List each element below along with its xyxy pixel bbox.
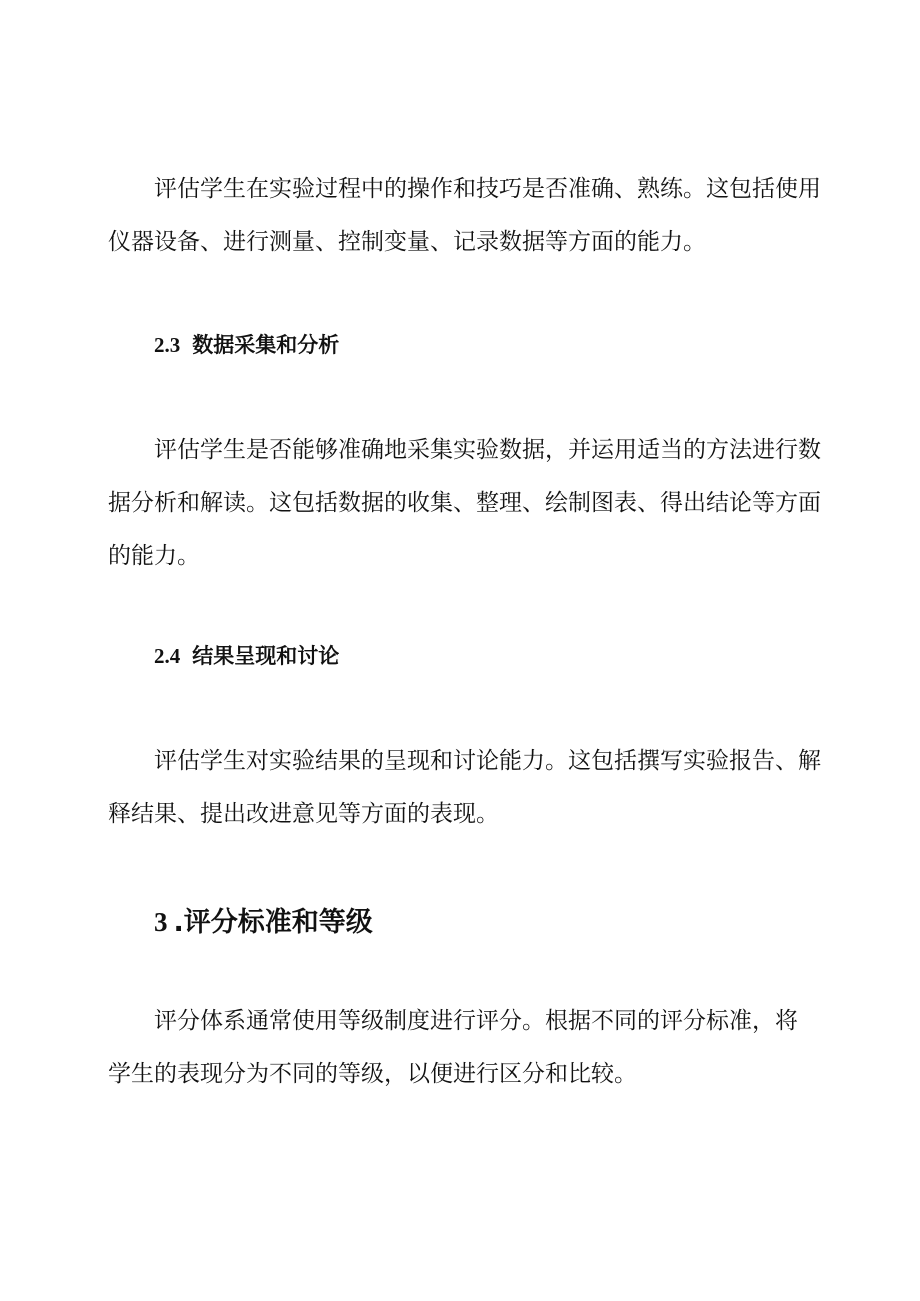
heading-title: 结果呈现和讨论 (192, 644, 340, 668)
paragraph-line: 学生的表现分为不同的等级，以便进行区分和比较。 (108, 1061, 637, 1087)
paragraph-2-4 (108, 735, 828, 841)
paragraph-2-2 (108, 163, 828, 269)
paragraph-line: 评分体系通常使用等级制度进行评分。根据不同的评分标准，将 (154, 1008, 798, 1034)
paragraph-line: 仪器设备、进行测量、控制变量、记录数据等方面的能力。 (108, 229, 706, 255)
heading-2-3 (154, 330, 339, 360)
paragraph-line: 据分析和解读。这包括数据的收集、整理、绘制图表、得出结论等方面 (108, 490, 821, 516)
heading-3 (154, 904, 373, 941)
heading-title: .评分标准和等级 (173, 907, 373, 938)
heading-title: 数据采集和分析 (192, 333, 340, 357)
paragraph-3 (108, 995, 828, 1101)
heading-number: 3 (154, 907, 168, 937)
paragraph-line: 评估学生是否能够准确地采集实验数据，并运用适当的方法进行数 (154, 437, 821, 463)
heading-2-4 (154, 641, 339, 671)
paragraph-line: 释结果、提出改进意见等方面的表现。 (108, 801, 499, 827)
heading-number: 2.4 (154, 644, 181, 668)
paragraph-line: 评估学生在实验过程中的操作和技巧是否准确、熟练。这包括使用 (154, 176, 821, 202)
paragraph-line: 评估学生对实验结果的呈现和讨论能力。这包括撰写实验报告、解 (154, 748, 821, 774)
heading-number: 2.3 (154, 333, 181, 357)
paragraph-2-3 (108, 424, 828, 583)
paragraph-line: 的能力。 (108, 543, 200, 569)
